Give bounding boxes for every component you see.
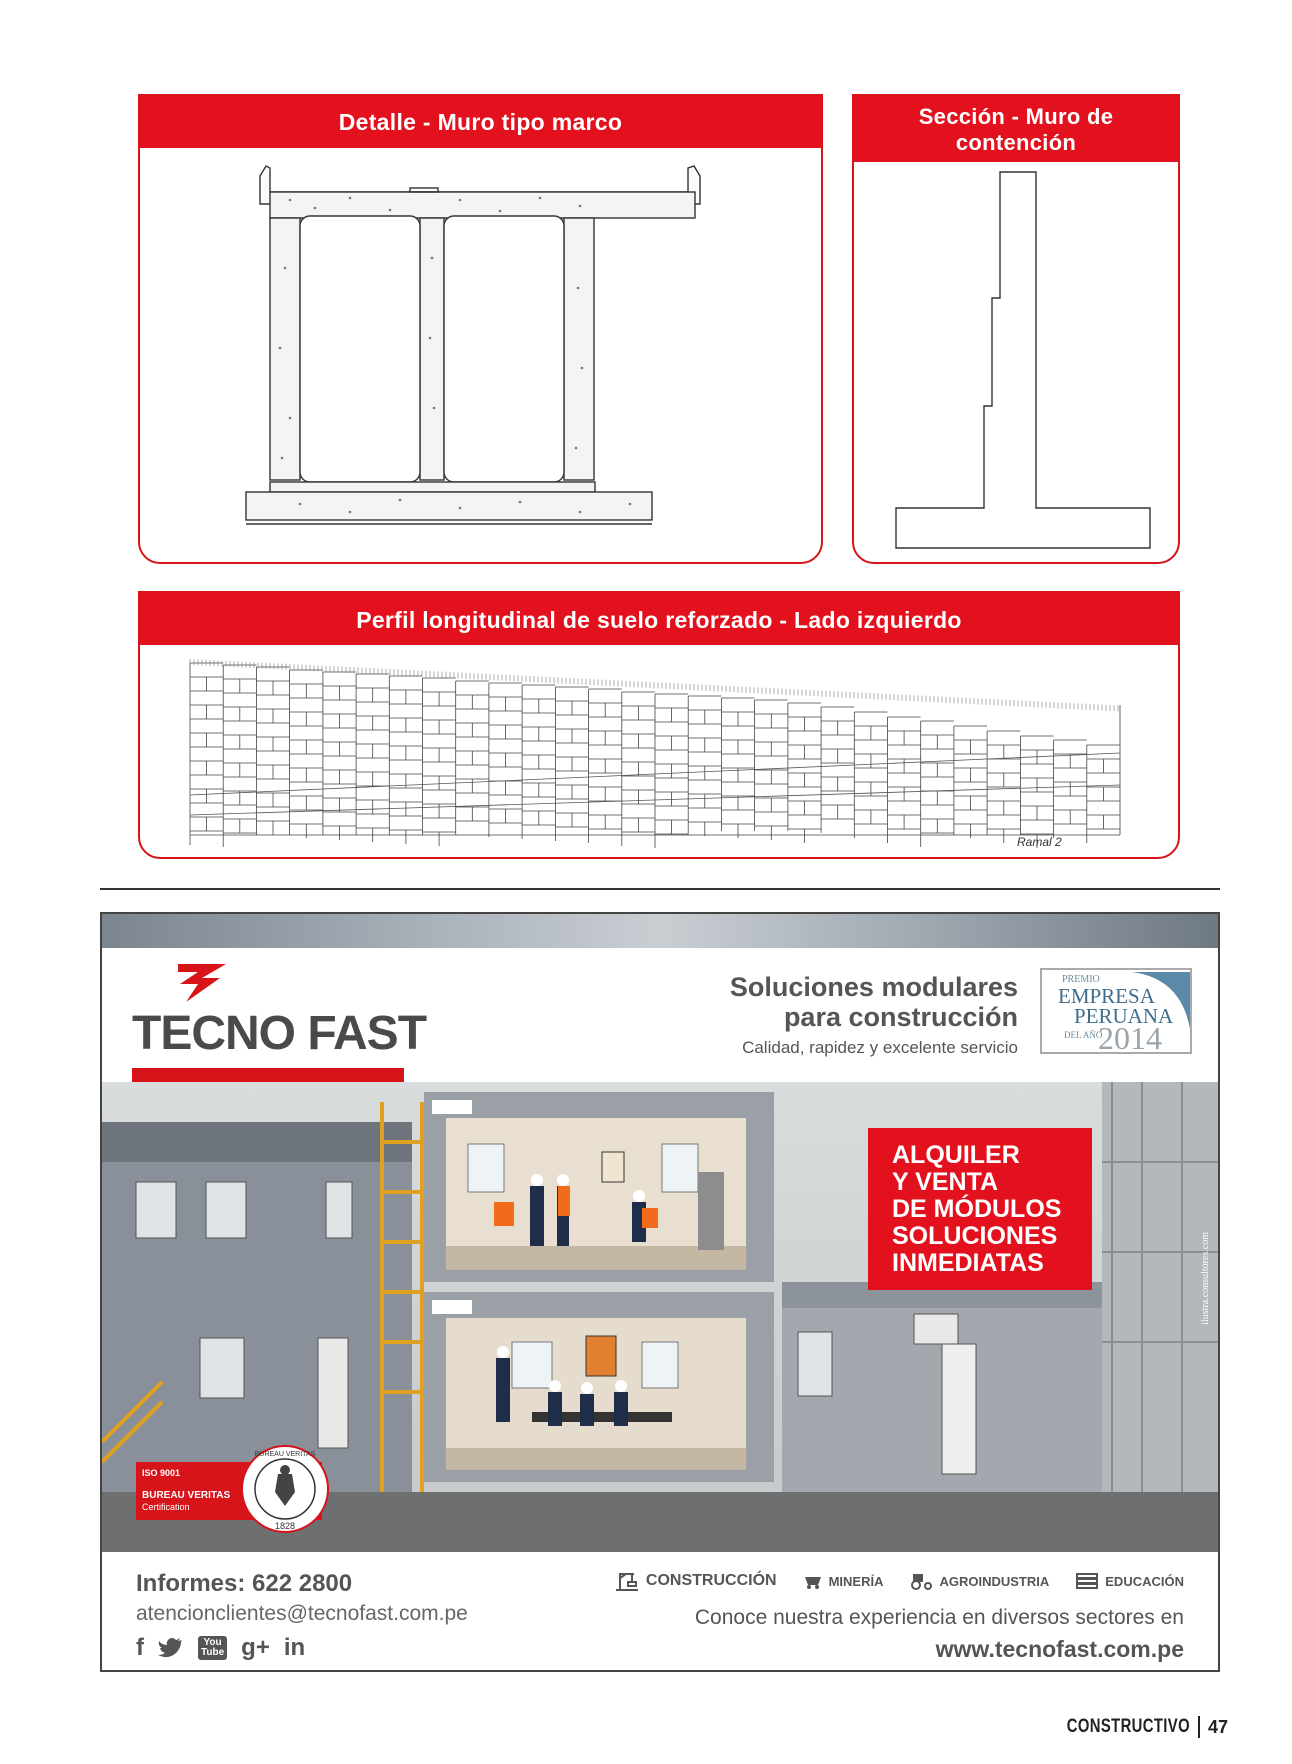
award-line2: EMPRESA: [1058, 984, 1155, 1008]
promo-line5: INMEDIATAS: [892, 1249, 1044, 1277]
ad-tagline: [730, 972, 1018, 1058]
section-wall-title-line1: Sección - Muro de: [918, 104, 1114, 129]
ad-footer: [102, 1552, 1218, 1672]
page-folio: [1032, 1716, 1228, 1738]
tecnofast-advertisement: [100, 912, 1220, 1672]
iso-line2: BUREAU VERITAS: [142, 1490, 231, 1501]
sector-construction: [614, 1570, 777, 1592]
award-badge: [1040, 968, 1192, 1054]
section-wall-title-line2: contención: [955, 130, 1077, 155]
tagline-line1: Soluciones modulares: [729, 972, 1018, 1002]
modules-photo: [102, 1082, 1218, 1552]
award-line3: PERUANA: [1074, 1004, 1174, 1028]
crane-icon: [614, 1570, 640, 1592]
bureau-veritas-seal: [240, 1444, 330, 1534]
tagline-sub: Calidad, rapidez y excelente servicio: [742, 1038, 1018, 1057]
tecnofast-logo-icon: [172, 960, 232, 1004]
magazine-name: CONSTRUCTIVO: [1066, 1716, 1190, 1737]
social-links: [136, 1634, 305, 1662]
sector-mining-label: MINERÍA: [828, 1573, 884, 1589]
experience-text: Conoce nuestra experiencia en diversos sectores en: [694, 1606, 1184, 1629]
youtube-icon[interactable]: [198, 1636, 227, 1660]
photo-credit: ilustra.consultores.com: [1200, 1232, 1211, 1325]
sector-agro-label: AGROINDUSTRIA: [939, 1573, 1050, 1589]
promo-line1: ALQUILER: [892, 1141, 1020, 1169]
tagline-line2: para construcción: [783, 1002, 1018, 1032]
linkedin-icon[interactable]: in: [283, 1634, 306, 1661]
sector-list: [614, 1570, 1184, 1592]
sector-construction-label: CONSTRUCCIÓN: [645, 1572, 777, 1589]
iso-line1: ISO 9001: [142, 1468, 181, 1478]
page-number: 47: [1207, 1716, 1228, 1737]
brand-name: TECNO FAST: [132, 1007, 427, 1060]
frame-wall-title: Detalle - Muro tipo marco: [140, 96, 821, 148]
award-line1: PREMIO: [1062, 974, 1100, 985]
sector-mining: [803, 1573, 884, 1589]
twitter-icon[interactable]: [158, 1637, 184, 1659]
profile-panel: [138, 591, 1180, 859]
ad-top-photo-strip: [102, 914, 1218, 948]
section-divider: [100, 888, 1220, 890]
googleplus-icon[interactable]: g+: [241, 1634, 270, 1661]
tractor-icon: [909, 1572, 933, 1590]
promo-line3: DE MÓDULOS: [892, 1195, 1062, 1223]
promo-line2: Y VENTA: [892, 1168, 999, 1196]
profile-surface-hatch: [190, 659, 1118, 711]
facebook-icon[interactable]: f: [136, 1634, 144, 1661]
youtube-bottom: Tube: [201, 1647, 225, 1658]
ad-header: [102, 948, 1218, 1082]
award-line4: DEL AÑO: [1064, 1030, 1103, 1040]
brand-underline: [132, 1068, 404, 1082]
profile-drawing: [140, 645, 1180, 859]
mining-cart-icon: [803, 1573, 823, 1589]
promo-box: [868, 1128, 1092, 1290]
folio-separator: [1198, 1716, 1200, 1738]
books-icon: [1075, 1572, 1099, 1590]
promo-line4: SOLUCIONES: [892, 1222, 1058, 1250]
profile-title: Perfil longitudinal de suelo reforzado - Lado izquierdo: [140, 593, 1178, 645]
sector-agro: [909, 1572, 1049, 1590]
contact-phone: Informes: 622 2800: [136, 1570, 353, 1597]
frame-wall-drawing: [140, 148, 823, 564]
website-link[interactable]: www.tecnofast.com.pe: [935, 1636, 1184, 1662]
section-wall-drawing: [854, 162, 1180, 564]
award-year: 2014: [1098, 1020, 1162, 1054]
profile-label: Ramal 2: [1017, 835, 1062, 849]
youtube-top: You: [203, 1637, 222, 1648]
sector-education: [1075, 1572, 1184, 1590]
frame-wall-panel: [138, 94, 823, 564]
section-wall-panel: [852, 94, 1180, 564]
seal-year: 1828: [274, 1521, 296, 1531]
section-wall-title: [854, 96, 1178, 162]
profile-block-grid: [190, 663, 1120, 848]
seal-text: BUREAU VERITAS: [254, 1451, 316, 1458]
sector-education-label: EDUCACIÓN: [1105, 1573, 1184, 1589]
contact-email[interactable]: atencionclientes@tecnofast.com.pe: [136, 1602, 468, 1625]
iso-line3: Certification: [142, 1502, 190, 1512]
